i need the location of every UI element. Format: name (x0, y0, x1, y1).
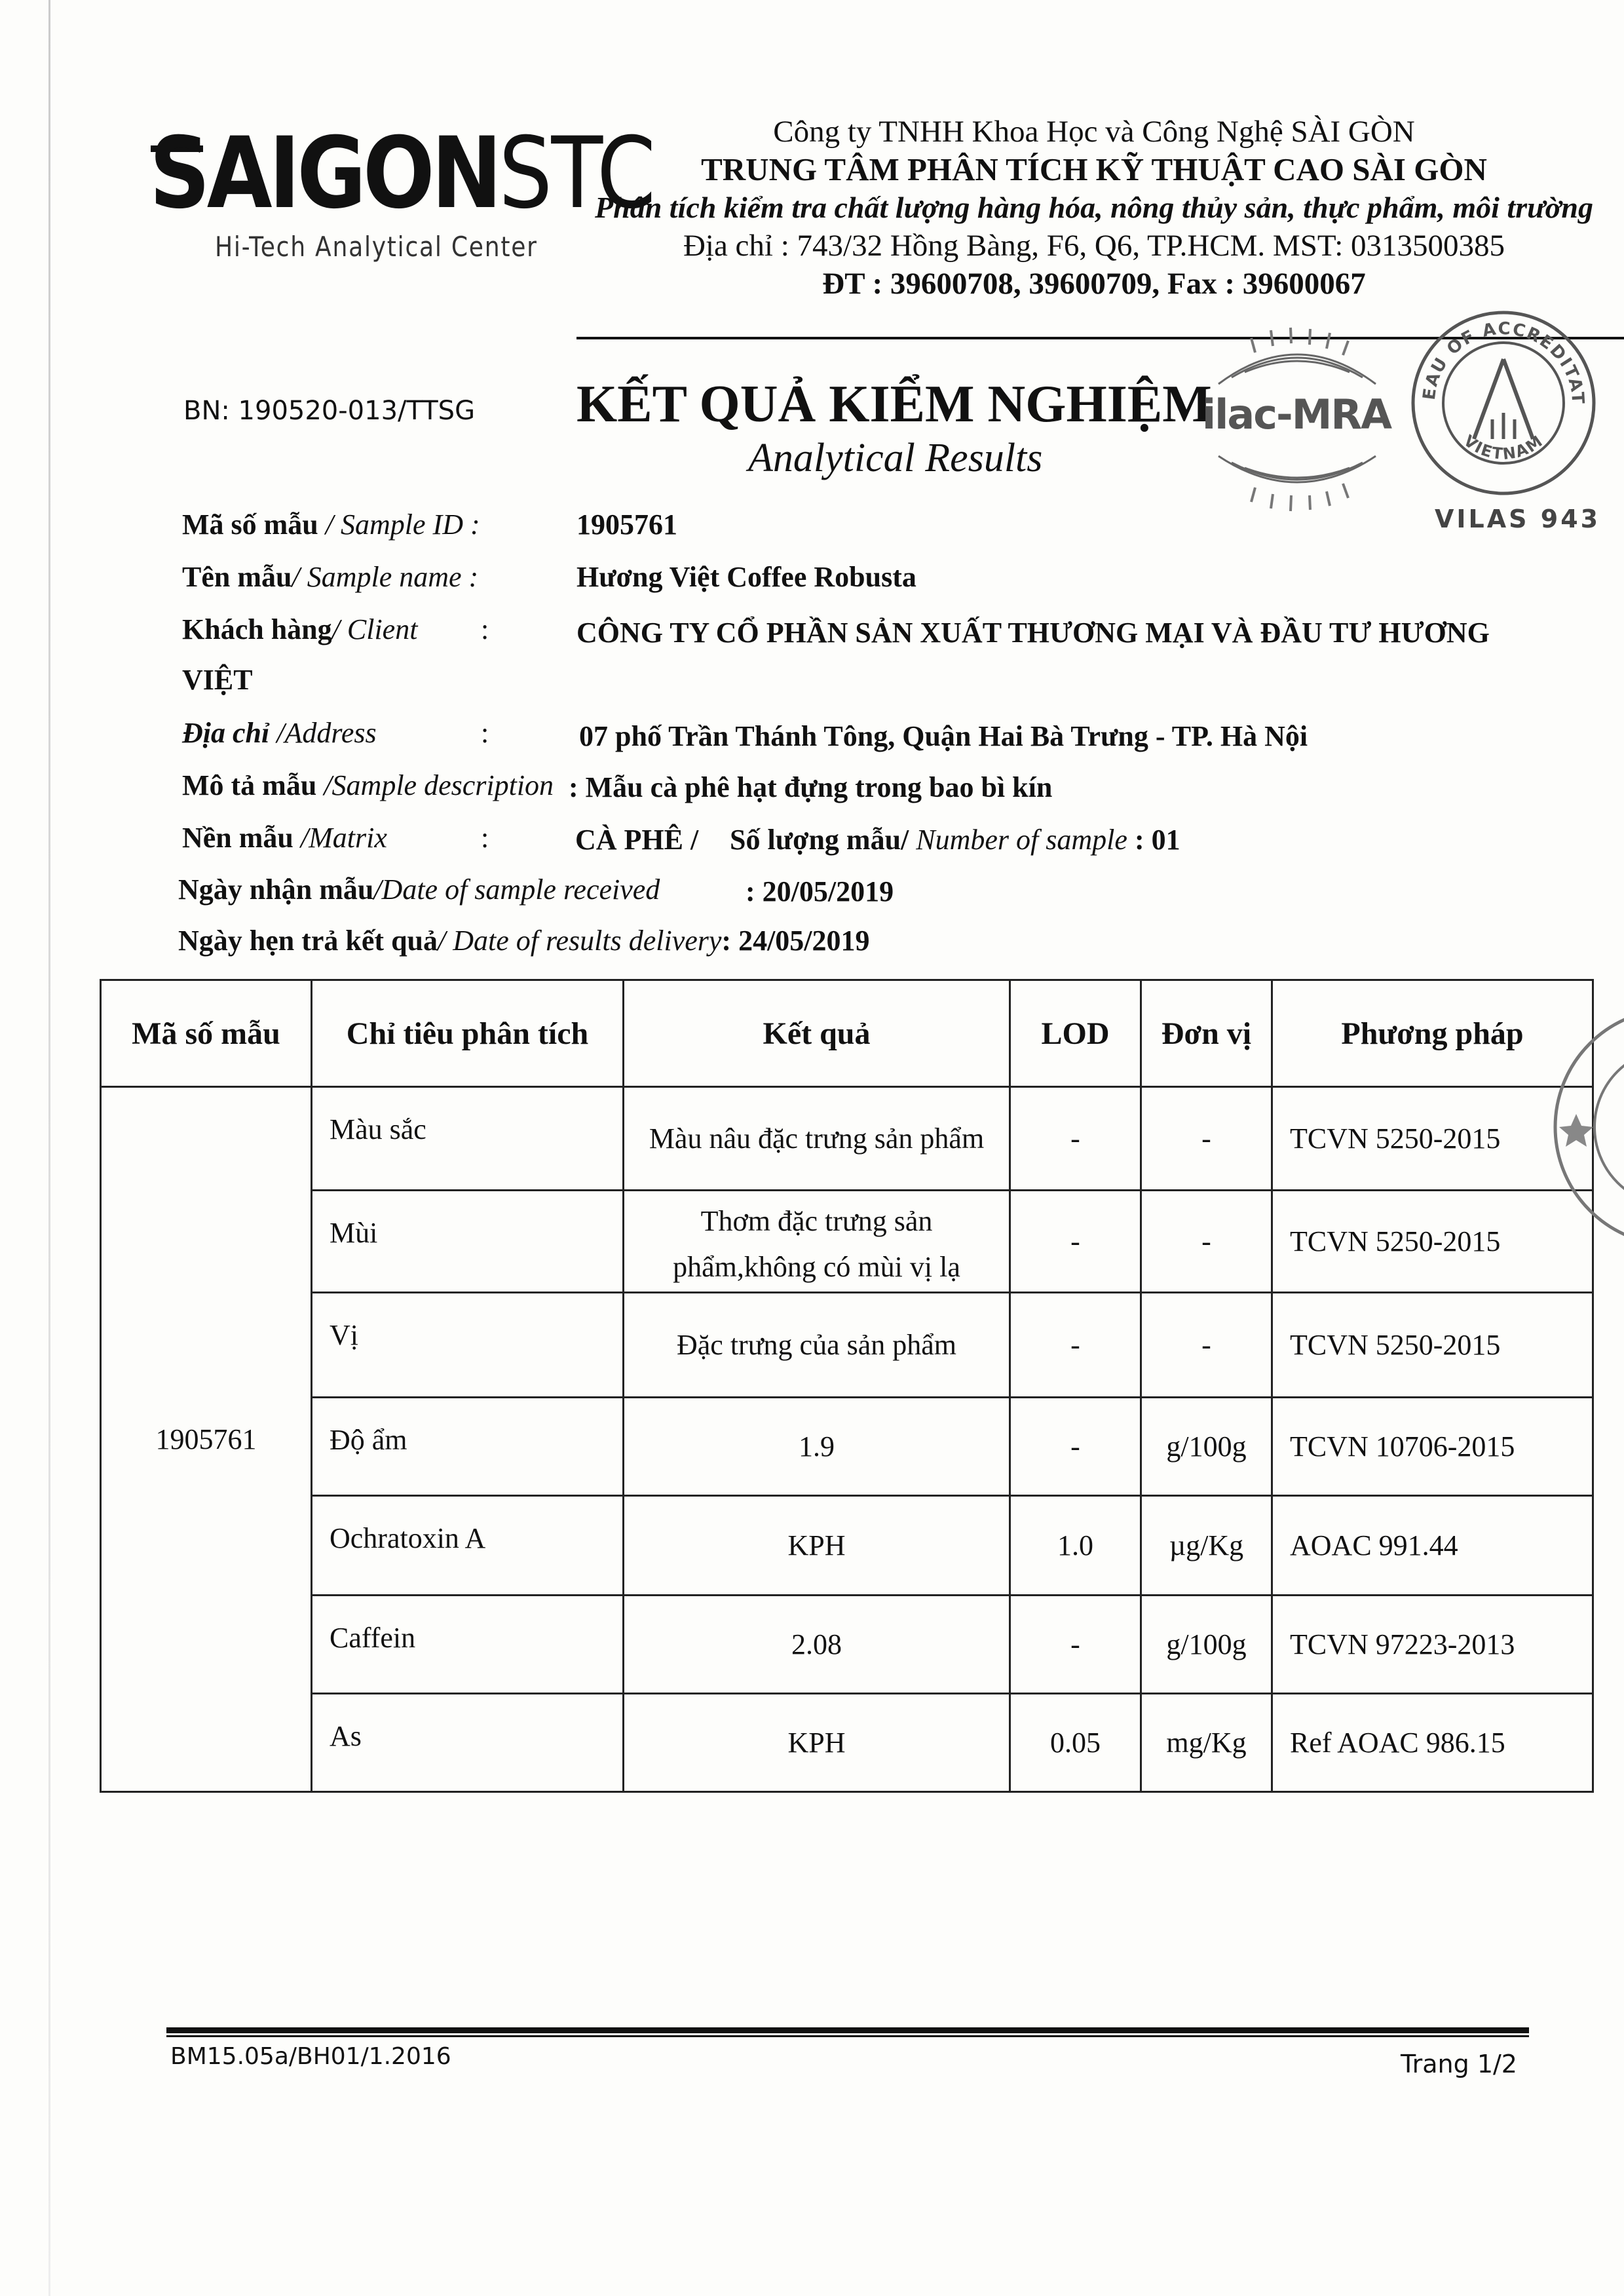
address-colon: : (481, 717, 489, 749)
unit-cell: µg/Kg (1141, 1496, 1272, 1596)
company-header (576, 113, 1612, 303)
official-stamp-partial (1542, 1003, 1624, 1252)
received-date-label: Ngày nhận mẫu/Date of sample received (178, 873, 660, 906)
scan-edge-line (48, 0, 50, 2296)
boa-bottom-text: VIETNAM (1460, 431, 1547, 464)
table-row (101, 1087, 1593, 1191)
lod-cell: - (1010, 1596, 1141, 1694)
result-cell: KPH (624, 1694, 1010, 1792)
unit-cell: - (1141, 1293, 1272, 1398)
batch-number: BN: 190520-013/TTSG (183, 396, 476, 426)
lod-cell: - (1010, 1293, 1141, 1398)
table-row (101, 1496, 1593, 1596)
address-value: 07 phố Trần Thánh Tông, Quận Hai Bà Trưng - TP. Hà Nội (579, 720, 1308, 752)
svg-text:BUREAU OF ACCREDITATION (1408, 308, 1587, 406)
param-cell: As (312, 1694, 624, 1792)
lod-cell: - (1010, 1398, 1141, 1496)
header-method: Phương pháp (1272, 980, 1593, 1087)
param-cell: Độ ẩm (312, 1398, 624, 1496)
unit-cell: mg/Kg (1141, 1694, 1272, 1792)
table-row (101, 1191, 1593, 1293)
document-title: KẾT QUẢ KIỂM NGHIỆM (576, 375, 1212, 433)
param-cell: Màu sắc (312, 1087, 624, 1191)
result-cell: KPH (624, 1496, 1010, 1596)
param-cell: Caffein (312, 1596, 624, 1694)
sample-count: Số lượng mẫu/ Number of sample : 01 (730, 824, 1180, 856)
address-label: Địa chỉ /Address (182, 717, 377, 749)
unit-cell: g/100g (1141, 1398, 1272, 1496)
received-date-value: : 20/05/2019 (746, 875, 894, 908)
table-header-row (101, 980, 1593, 1087)
logo-subtitle: Hi-Tech Analytical Center (215, 231, 538, 263)
document-subtitle: Analytical Results (748, 436, 1043, 480)
table-row (101, 1293, 1593, 1398)
client-value-line1: CÔNG TY CỔ PHẦN SẢN XUẤT THƯƠNG MẠI VÀ ĐẦU TƯ HƯƠNG (576, 617, 1490, 649)
sample-name-value: Hương Việt Coffee Robusta (576, 561, 916, 593)
unit-cell: g/100g (1141, 1596, 1272, 1694)
lod-cell: - (1010, 1191, 1141, 1293)
client-label: Khách hàng/ Client (182, 613, 418, 645)
result-cell: Đặc trưng của sản phẩm (624, 1293, 1010, 1398)
vilas-number: VILAS 943 (1435, 505, 1601, 533)
center-name: TRUNG TÂM PHÂN TÍCH KỸ THUẬT CAO SÀI GÒN (701, 151, 1487, 187)
company-address: Địa chỉ : 743/32 Hồng Bàng, F6, Q6, TP.HCM. MST: 0313500385 (683, 229, 1505, 263)
logo-main-text: SAIGON (149, 117, 499, 231)
company-activity: Phân tích kiểm tra chất lượng hàng hóa, nông thủy sản, thực phẩm, môi trường (595, 191, 1593, 224)
company-name: Công ty TNHH Khoa Học và Công Nghệ SÀI GÒN (773, 115, 1415, 149)
header-lod: LOD (1010, 980, 1141, 1087)
param-cell: Ochratoxin A (312, 1496, 624, 1596)
footer-rule-thick (166, 2027, 1529, 2033)
sample-id-label: Mã số mẫu / Sample ID : (182, 508, 480, 541)
lod-cell: 0.05 (1010, 1694, 1141, 1792)
form-code: BM15.05a/BH01/1.2016 (170, 2043, 451, 2070)
matrix-label: Nền mẫu /Matrix (182, 822, 387, 854)
results-table (100, 979, 1594, 1793)
lod-cell: 1.0 (1010, 1496, 1141, 1596)
client-value-line2: VIỆT (182, 664, 253, 696)
sample-name-label: Tên mẫu/ Sample name : (182, 561, 479, 593)
lod-cell: - (1010, 1087, 1141, 1191)
result-cell: 2.08 (624, 1596, 1010, 1694)
method-cell: TCVN 97223-2013 (1272, 1596, 1593, 1694)
matrix-colon: : (481, 822, 489, 854)
table-row (101, 1694, 1593, 1792)
result-cell: Màu nâu đặc trưng sản phẩm (624, 1087, 1010, 1191)
unit-cell: - (1141, 1087, 1272, 1191)
table-row (101, 1596, 1593, 1694)
description-label: Mô tả mẫu /Sample description (182, 769, 554, 801)
saigonstc-logo (149, 117, 655, 263)
client-colon: : (481, 613, 489, 645)
method-cell: TCVN 10706-2015 (1272, 1398, 1593, 1496)
method-cell: TCVN 5250-2015 (1272, 1191, 1593, 1293)
ilac-text: ilac-MRA (1201, 391, 1391, 438)
description-value: : Mẫu cà phê hạt đựng trong bao bì kín (569, 771, 1053, 803)
sample-id-value: 1905761 (576, 508, 677, 541)
company-phone: ĐT : 39600708, 39600709, Fax : 39600067 (822, 267, 1366, 301)
param-cell: Vị (312, 1293, 624, 1398)
ilac-mra-seal (1192, 312, 1402, 522)
boa-top-text: EAU OF ACCREDITAT (1419, 318, 1588, 406)
sample-id-cell: 1905761 (101, 1087, 312, 1792)
matrix-value: CÀ PHÊ / (575, 824, 699, 856)
page-number: Trang 1/2 (1401, 2050, 1517, 2078)
bureau-of-accreditation-seal (1408, 308, 1598, 498)
method-cell: AOAC 991.44 (1272, 1496, 1593, 1596)
param-cell: Mùi (312, 1191, 624, 1293)
result-cell: Thơm đặc trưng sản phẩm,không có mùi vị lạ (624, 1191, 1010, 1293)
unit-cell: - (1141, 1191, 1272, 1293)
method-cell: Ref AOAC 986.15 (1272, 1694, 1593, 1792)
logo-stc-text: STC (499, 117, 655, 231)
method-cell: TCVN 5250-2015 (1272, 1293, 1593, 1398)
footer-rule-thin (166, 2035, 1529, 2037)
table-row (101, 1398, 1593, 1496)
delivery-date-label: Ngày hẹn trả kết quả/ Date of results delivery: 24/05/2019 (178, 925, 870, 957)
header-unit: Đơn vị (1141, 980, 1272, 1087)
method-cell: TCVN 5250-2015 (1272, 1087, 1593, 1191)
result-cell: 1.9 (624, 1398, 1010, 1496)
header-parameter: Chỉ tiêu phân tích (312, 980, 624, 1087)
header-sample-id: Mã số mẫu (101, 980, 312, 1087)
header-result: Kết quả (624, 980, 1010, 1087)
